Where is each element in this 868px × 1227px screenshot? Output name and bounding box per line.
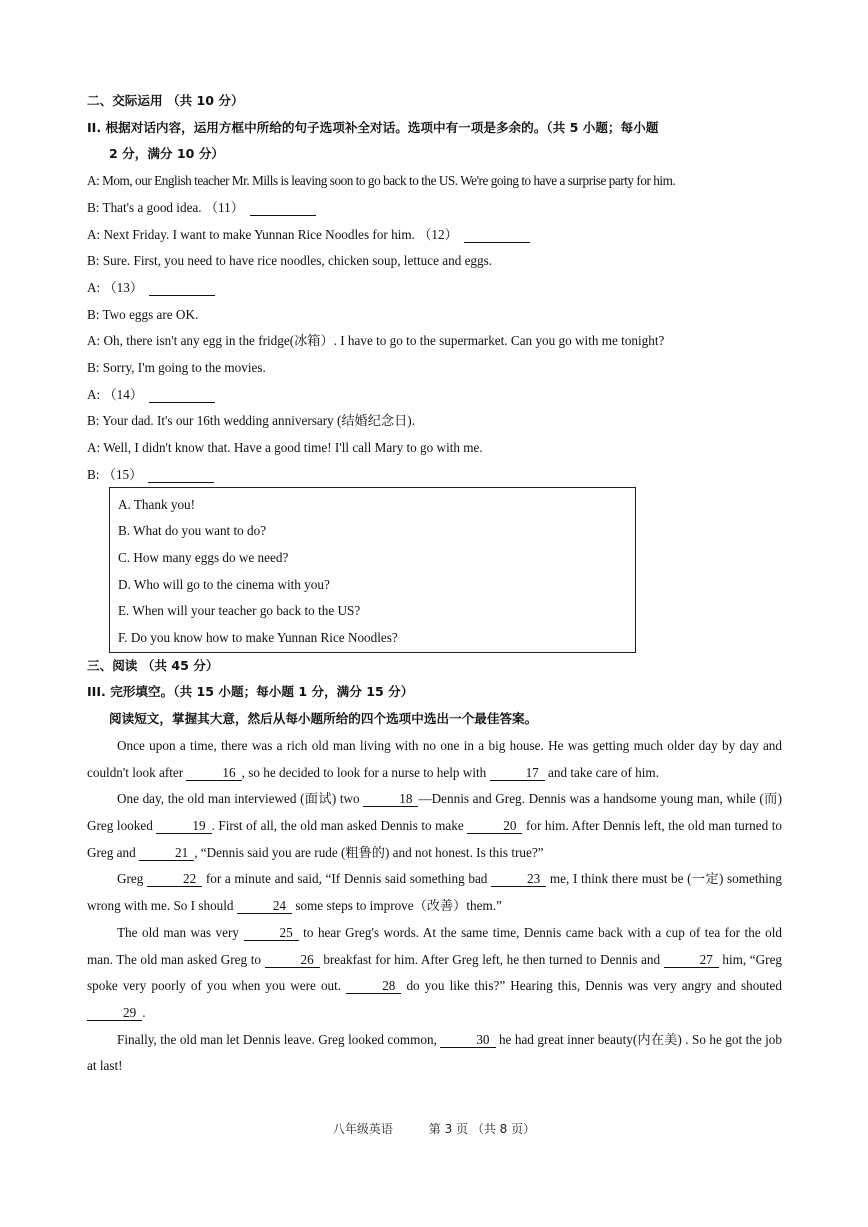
dialogue-line bbox=[87, 435, 782, 462]
passage-paragraph bbox=[87, 786, 782, 866]
section2-instruction-line2: 2 分，满分 10 分） bbox=[109, 146, 225, 162]
cloze-blank-17[interactable]: 17 bbox=[490, 765, 545, 781]
passage-text: Once upon a time, there was a rich old man living with no one in a big house. He was getting much older day by day and couldn't look after bbox=[87, 737, 782, 780]
passage-text: The old man was very bbox=[117, 924, 244, 940]
option-item: D. Who will go to the cinema with you? bbox=[118, 576, 330, 592]
cloze-blank-20[interactable]: 20 bbox=[467, 818, 522, 834]
passage-text: some steps to improve（改善）them.” bbox=[292, 898, 502, 914]
dialogue-line bbox=[87, 168, 782, 195]
answer-blank[interactable] bbox=[464, 227, 530, 243]
option-item: C. How many eggs do we need? bbox=[118, 549, 289, 565]
cloze-blank-26[interactable]: 26 bbox=[265, 952, 320, 968]
answer-blank[interactable] bbox=[250, 200, 316, 216]
dialogue-text: B: Two eggs are OK. bbox=[87, 306, 199, 322]
section2-instruction-line1: II. 根据对话内容，运用方框中所给的句子选项补全对话。选项中有一项是多余的。（共 5 小题；每小题 bbox=[87, 119, 659, 135]
passage-text: to hear Greg's words. At the same time, Dennis came back with a cup of tea for the old man. The old man asked Greg to bbox=[87, 924, 783, 967]
dialogue-line bbox=[87, 222, 782, 249]
dialogue-line bbox=[87, 462, 782, 489]
option-item: F. Do you know how to make Yunnan Rice Noodles? bbox=[118, 630, 398, 646]
dialogue-text: A: Mom, our English teacher Mr. Mills is leaving soon to go back to the US. We're going to have a surprise party for him. bbox=[87, 173, 676, 189]
dialogue bbox=[87, 168, 782, 488]
dialogue-text: B: That's a good idea. （11） bbox=[87, 199, 244, 215]
cloze-blank-25[interactable]: 25 bbox=[244, 925, 299, 941]
cloze-blank-23[interactable]: 23 bbox=[491, 871, 546, 887]
dialogue-text: B: （15） bbox=[87, 466, 143, 482]
passage-text: him, “Greg spoke very poorly of you when you were out. bbox=[87, 951, 783, 994]
dialogue-text: A: （13） bbox=[87, 279, 144, 295]
dialogue-line bbox=[87, 302, 782, 329]
passage-text: me, I think there must be (一定) something wrong with me. So I should bbox=[87, 871, 782, 914]
dialogue-line bbox=[87, 248, 782, 275]
options-box bbox=[109, 487, 636, 653]
footer-page-number: 第 3 页 （共 8 页） bbox=[428, 1122, 536, 1136]
passage-text: breakfast for him. After Greg left, he then turned to Dennis and bbox=[319, 951, 664, 967]
footer-subject: 八年级英语 bbox=[332, 1122, 393, 1136]
passage-paragraph bbox=[87, 733, 782, 786]
cloze-blank-16[interactable]: 16 bbox=[186, 765, 241, 781]
cloze-blank-28[interactable]: 28 bbox=[346, 978, 401, 994]
option-item: B. What do you want to do? bbox=[118, 523, 267, 539]
dialogue-line bbox=[87, 408, 782, 435]
dialogue-text: B: Your dad. It's our 16th wedding anniversary (结婚纪念日). bbox=[87, 413, 415, 429]
dialogue-text: A: （14） bbox=[87, 386, 144, 402]
cloze-passage bbox=[87, 733, 782, 1080]
section2-heading: 二、交际运用 （共 10 分） bbox=[87, 93, 244, 108]
passage-text: for a minute and said, “If Dennis said something bad bbox=[202, 871, 492, 887]
section3-heading: 三、阅读 （共 45 分） bbox=[87, 657, 219, 673]
passage-text: . First of all, the old man asked Dennis to make bbox=[211, 817, 468, 833]
passage-text: , “Dennis said you are rude (粗鲁的) and not honest. Is this true?” bbox=[194, 844, 544, 860]
passage-text: do you like this?” Hearing this, Dennis was very angry and shouted bbox=[401, 978, 782, 994]
passage-text: he had great inner beauty(内在美) . So he got the job at last! bbox=[87, 1031, 782, 1074]
passage-paragraph bbox=[87, 1027, 782, 1080]
passage-text: for him. After Dennis left, the old man turned to Greg and bbox=[87, 817, 782, 860]
dialogue-text: A: Oh, there isn't any egg in the fridge(冰箱）. I have to go to the supermarket. Can you go with me tonight? bbox=[87, 333, 665, 349]
passage-text: Finally, the old man let Dennis leave. Greg looked common, bbox=[117, 1031, 441, 1047]
dialogue-line bbox=[87, 355, 782, 382]
dialogue-text: A: Well, I didn't know that. Have a good time! I'll call Mary to go with me. bbox=[87, 440, 483, 456]
dialogue-line bbox=[87, 328, 782, 355]
dialogue-text: B: Sure. First, you need to have rice noodles, chicken soup, lettuce and eggs. bbox=[87, 253, 493, 269]
passage-text: One day, the old man interviewed (面试) two bbox=[117, 791, 364, 807]
cloze-blank-19[interactable]: 19 bbox=[156, 818, 211, 834]
cloze-blank-24[interactable]: 24 bbox=[237, 898, 292, 914]
passage-text: Greg bbox=[117, 871, 148, 887]
passage-text: —Dennis and Greg. Dennis was a handsome young man, while (而) Greg looked bbox=[87, 791, 782, 833]
option-item: E. When will your teacher go back to the US? bbox=[118, 603, 361, 619]
cloze-blank-22[interactable]: 22 bbox=[147, 871, 202, 887]
section3-subheading: III. 完形填空。（共 15 小题；每小题 1 分，满分 15 分） bbox=[87, 684, 414, 700]
cloze-blank-29[interactable]: 29 bbox=[87, 1005, 142, 1021]
passage-paragraph bbox=[87, 866, 782, 919]
option-item: A. Thank you! bbox=[118, 496, 196, 512]
dialogue-line bbox=[87, 382, 782, 409]
cloze-blank-18[interactable]: 18 bbox=[363, 791, 418, 807]
answer-blank[interactable] bbox=[149, 280, 215, 296]
passage-text: , so he decided to look for a nurse to help with bbox=[241, 764, 490, 780]
answer-blank[interactable] bbox=[149, 387, 215, 403]
page-footer bbox=[0, 1120, 868, 1137]
dialogue-line bbox=[87, 275, 782, 302]
cloze-intro: 阅读短文，掌握其大意，然后从每小题所给的四个选项中选出一个最佳答案。 bbox=[109, 711, 538, 727]
exam-page bbox=[87, 88, 782, 1080]
cloze-blank-30[interactable]: 30 bbox=[440, 1032, 495, 1048]
dialogue-line bbox=[87, 195, 782, 222]
passage-paragraph bbox=[87, 920, 782, 1027]
cloze-blank-21[interactable]: 21 bbox=[139, 845, 194, 861]
cloze-blank-27[interactable]: 27 bbox=[664, 952, 719, 968]
passage-text: and take care of him. bbox=[544, 764, 659, 780]
answer-blank[interactable] bbox=[148, 467, 214, 483]
dialogue-text: B: Sorry, I'm going to the movies. bbox=[87, 360, 266, 376]
passage-text: . bbox=[142, 1004, 146, 1020]
dialogue-text: A: Next Friday. I want to make Yunnan Rice Noodles for him. （12） bbox=[87, 226, 458, 242]
